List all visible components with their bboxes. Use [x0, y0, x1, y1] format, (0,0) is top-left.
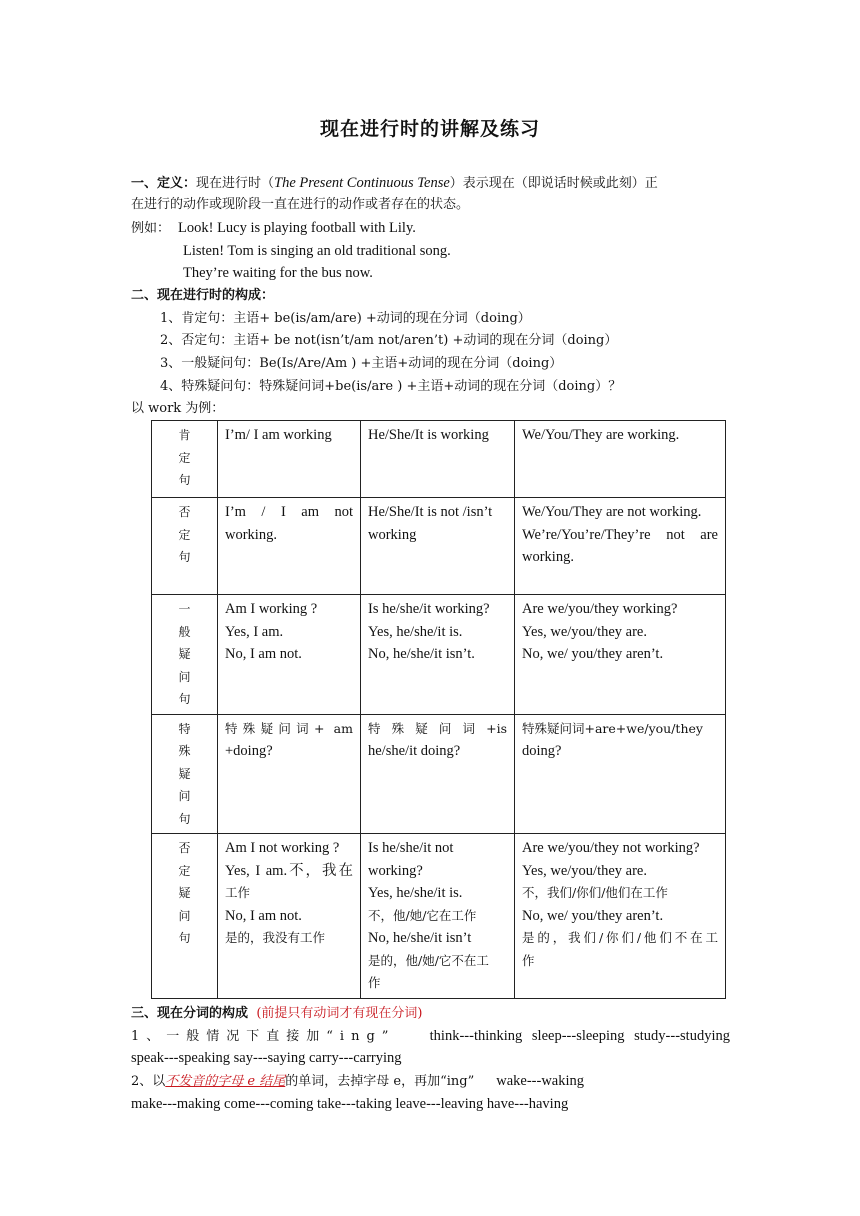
cell-affirmative-i: I’m/ I am working [218, 421, 361, 498]
section3-heading [131, 1002, 422, 1025]
cell-affirmative-we: We/You/They are working. [515, 421, 726, 498]
table-row-yes-no-question [152, 595, 726, 715]
work-conjugation-table [151, 420, 726, 999]
cell-negative-i: I’m / I am not working. [218, 498, 361, 595]
cell-question-he: Is he/she/it working? Yes, he/she/it is. No, he/she/it isn’t. [361, 595, 515, 715]
table-row-affirmative [152, 421, 726, 498]
section3-label: 三、现在分词的构成 [131, 1006, 249, 1021]
definition-line-2: 在进行的动作或现阶段一直在进行的动作或者存在的状态。 [131, 197, 470, 212]
rule2-line-1 [131, 1070, 584, 1093]
table-row-negative [152, 498, 726, 595]
definition-text-b: ）表示现在（即说话时候或此刻）正 [449, 176, 658, 191]
cell-wh-question-i: 特殊疑问词+ am +doing? [218, 714, 361, 834]
section3-note: (前提只有动词才有现在分词) [256, 1006, 423, 1021]
cell-wh-question-we: 特殊疑问词+are+we/you/they doing? [515, 714, 726, 834]
cell-negative-he: He/She/It is not /isn’t working [361, 498, 515, 595]
rule2-example: wake---waking [496, 1073, 584, 1089]
example-sentence-2: Listen! Tom is singing an old traditional song. [183, 243, 451, 259]
section1-label: 一、定义： [131, 176, 197, 191]
rule1-examples: think---thinking sleep---sleeping study---studying [429, 1028, 730, 1044]
row-head-affirmative: 肯 定 句 [152, 421, 218, 498]
cell-question-i: Am I working ? Yes, I am. No, I am not. [218, 595, 361, 715]
rule2-text-a: 2、以 [131, 1074, 166, 1089]
definition-text-a: 现在进行时（ [196, 176, 275, 191]
page-title: 现在进行时的讲解及练习 [319, 118, 540, 140]
cell-negative-question-he: Is he/she/it not working? Yes, he/she/it is. 不，他/她/它在工作 No, he/she/it isn’t 是的，他/她/它不在工 作 [361, 834, 515, 999]
definition-term: The Present Continuous Tense [274, 175, 450, 191]
cell-negative-we: We/You/They are not working. We’re/You’re/They’re not are working. [515, 498, 726, 595]
structure-item-2: 2、否定句：主语+ be not(isn’t/am not/aren’t) +动词的现在分词（doing） [160, 333, 618, 348]
example-label: 例如： [131, 221, 171, 236]
rule2-text-b: 的单词，去掉字母 e，再加“ing” [285, 1074, 475, 1089]
structure-item-1: 1、肯定句：主语+ be(is/am/are) +动词的现在分词（doing） [160, 311, 531, 326]
table-row-wh-question [152, 714, 726, 834]
rule2-highlight: 不发音的字母 e 结尾 [165, 1074, 286, 1089]
structure-item-3: 3、一般疑问句：Be(Is/Are/Am ) +主语+动词的现在分词（doing） [160, 356, 563, 371]
rule1-line-1 [131, 1025, 730, 1048]
example-sentence-1: Look! Lucy is playing football with Lily. [178, 220, 416, 236]
rule1-text: 1、一般情况下直接加“ing” [131, 1029, 396, 1044]
row-head-negative-question: 否 定 疑 问 句 [152, 834, 218, 999]
definition-line-1 [131, 172, 658, 195]
example-sentence-3: They’re waiting for the bus now. [183, 265, 373, 281]
row-head-yes-no-question: 一 般 疑 问 句 [152, 595, 218, 715]
cell-question-we: Are we/you/they working? Yes, we/you/they are. No, we/ you/they aren’t. [515, 595, 726, 715]
row-head-negative: 否 定 句 [152, 498, 218, 595]
structure-item-4: 4、特殊疑问句：特殊疑问词+be(is/are ) +主语+动词的现在分词（doing）？ [160, 379, 622, 394]
example-line-1 [131, 217, 416, 240]
table-row-negative-question [152, 834, 726, 999]
cell-negative-question-we: Are we/you/they not working? Yes, we/you/they are. 不，我们/你们/他们在工作 No, we/ you/they aren’t. 是的，我们/你们/他们不在工 作 [515, 834, 726, 999]
cell-negative-question-i: Am I not working ? Yes, I am.不，我在 工作 No, I am not. 是的，我没有工作 [218, 834, 361, 999]
section2-label: 二、现在进行时的构成： [131, 288, 275, 303]
table-intro: 以 work 为例： [131, 401, 225, 416]
rule1-line-2: speak---speaking say---saying carry---carrying [131, 1050, 402, 1066]
cell-wh-question-he: 特 殊 疑 问 词 +is he/she/it doing? [361, 714, 515, 834]
row-head-wh-question: 特 殊 疑 问 句 [152, 714, 218, 834]
cell-affirmative-he: He/She/It is working [361, 421, 515, 498]
rule2-line-2: make---making come---coming take---taking leave---leaving have---having [131, 1096, 569, 1112]
